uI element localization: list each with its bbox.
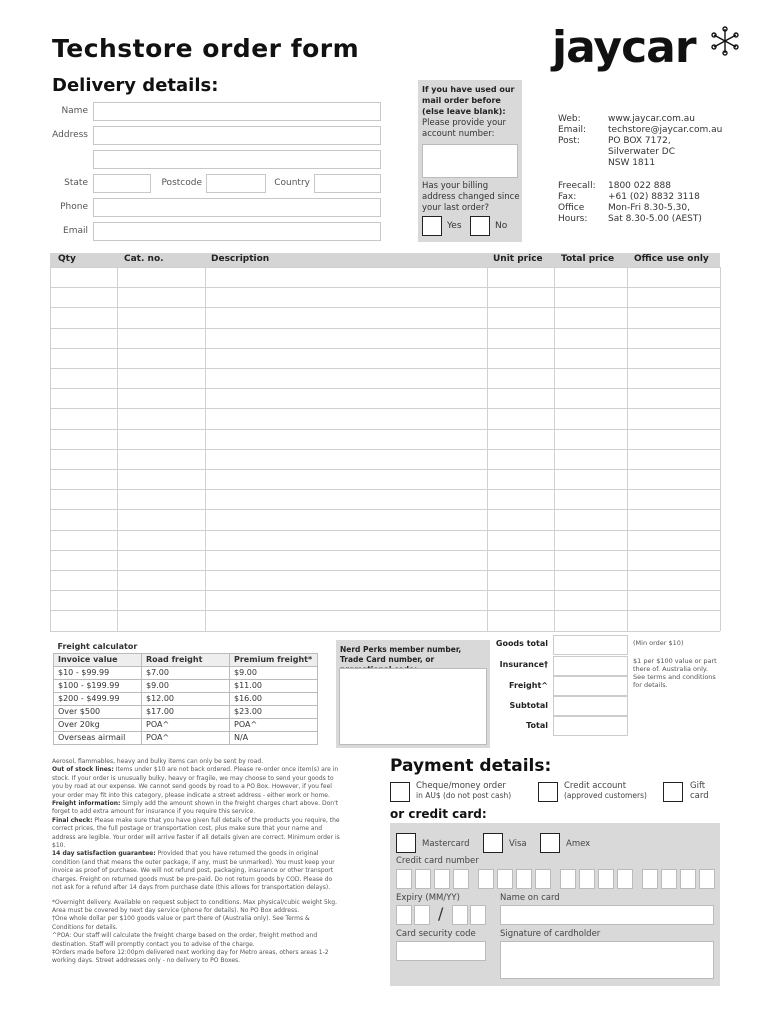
expiry-slash: / [438,904,444,923]
card-digit-box[interactable] [598,869,614,889]
account-number-prompt: Please provide your account number: [422,118,507,139]
terms-text: Please make sure that you have given full details of the products you require, the correct prices, the full postage or transportation cost, plus make sure that your name and address are legible. Your order will arrive faster if all details given are correct. Minimum order is $10. [52,816,340,850]
table-column-line [627,267,628,631]
billing-no-checkbox[interactable] [470,216,490,236]
table-row-line [50,408,720,409]
goods-total-label: Goods total [495,639,548,648]
insurance-field[interactable] [553,656,628,676]
expiry-month-1[interactable] [396,905,412,925]
table-row [54,692,318,705]
freight-cell: $9.00 [230,666,318,679]
address-label: Address [52,130,88,140]
email-label: Email [63,226,88,236]
card-digit-box[interactable] [453,869,469,889]
freight-cell: $7.00 [142,666,230,679]
card-digit-box[interactable] [396,869,412,889]
subtotal-field[interactable] [553,696,628,716]
phone-field[interactable] [93,198,381,217]
unit-price-header: Unit price [493,254,543,264]
freight-cell: POA^ [230,718,318,731]
credit-account-label-line: (approved customers) [564,791,647,800]
post-line-3: NSW 1811 [608,158,656,168]
freight-cell: $10 - $99.99 [54,666,142,679]
postcode-label: Postcode [161,178,202,188]
expiry-year-2[interactable] [470,905,486,925]
table-row-line [50,550,720,551]
card-digit-box[interactable] [497,869,513,889]
table-row-line [50,530,720,531]
card-digit-box[interactable] [434,869,450,889]
table-row-line [50,267,720,268]
payment-heading: Payment details: [390,756,552,776]
freight-cell: N/A [230,731,318,744]
freight-calculator-title: Freight calculator [57,641,138,651]
credit-account-checkbox[interactable] [538,782,558,802]
postcode-field[interactable] [206,174,266,193]
office-label: Office [558,203,585,213]
terms-guarantee [52,850,342,892]
table-row-line [50,570,720,571]
no-label: No [495,221,508,231]
logo-star-icon [710,26,740,56]
name-label: Name [61,106,88,116]
cheque-checkbox[interactable] [390,782,410,802]
table-row-line [50,328,720,329]
table-column-line [117,267,118,631]
terms-text: Simply add the amount shown in the freight charges chart above. Don't forget to add extra amount for insurance if you require this service. [52,800,339,816]
jaycar-logo: jaycar [552,22,696,73]
signature-label: Signature of cardholder [500,929,601,939]
card-digit-box[interactable] [535,869,551,889]
office-value: Mon-Fri 8.30-5.30, [608,203,690,213]
table-column-line [50,267,51,631]
goods-total-field[interactable] [553,635,628,655]
account-number-field[interactable] [422,144,518,178]
total-field[interactable] [553,716,628,736]
freight-cell: POA^ [142,731,230,744]
freight-calculator-table [53,640,318,745]
card-number-label: Credit card number [396,856,479,866]
description-header: Description [211,254,270,264]
footnote-overnight: *Overnight delivery. Available on request subject to conditions. Max physical/cubic weight 5kg. Area must be covered by next day service (phone for details). No PO Box address. [52,898,338,914]
state-field[interactable] [93,174,151,193]
terms-heading: 14 day satisfaction guarantee: [52,850,156,858]
card-digit-box[interactable] [699,869,715,889]
freight-cell: $16.00 [230,692,318,705]
expiry-label: Expiry (MM/YY) [396,893,460,903]
billing-yes-checkbox[interactable] [422,216,442,236]
promo-code-label: Nerd Perks member number, Trade Card number, or [340,645,462,664]
credit-account-label [564,781,647,801]
total-price-header: Total price [561,254,615,264]
terms-text: Provided that you have returned the goods in original condition (and that means the outer package, if any, must be unmarked). You must keep your invoice as proof of purchase. We will not refund post, packaging, insurance or other transport charges. Freight on returned goods must be pre-paid. Do not return goods by COD. Please do not ask for a refund after 14 days from purchase date (this allows for transportation delays). [52,850,335,892]
min-order-note: (Min order $10) [633,639,684,647]
table-row-line [50,368,720,369]
card-digit-box[interactable] [680,869,696,889]
table-column-line [487,267,488,631]
table-row [54,718,318,731]
table-row [54,731,318,744]
fax-label: Fax: [558,192,577,202]
insurance-note: $1 per $100 value or part there of. Australia only. See terms and conditions for details. [633,657,717,689]
table-row [54,705,318,718]
web-value: www.jaycar.com.au [608,114,695,124]
name-on-card-label: Name on card [500,893,560,903]
freight-field[interactable] [553,676,628,696]
credit-card-heading: or credit card: [390,807,487,821]
promo-code-field[interactable] [339,668,487,745]
visa-checkbox[interactable] [483,833,503,853]
cheque-label [416,781,511,801]
freecall-label: Freecall: [558,181,596,191]
billing-question: Has your billing address changed since your last order? [422,181,520,213]
table-row-line [50,307,720,308]
footnote-insurance: †One whole dollar per $100 goods value or part there of (Australia only). See Terms & Conditions for details. [52,915,310,931]
expiry-year-1[interactable] [452,905,468,925]
terms-out-of-stock [52,766,342,800]
mastercard-checkbox[interactable] [396,833,416,853]
table-row-line [50,429,720,430]
insurance-label: Insurance† [499,660,548,669]
card-digit-box[interactable] [642,869,658,889]
gift-card-checkbox[interactable] [663,782,683,802]
credit-account-label-line: Credit account [564,781,627,791]
card-digit-box[interactable] [661,869,677,889]
table-row-line [50,449,720,450]
phone-label: Phone [60,202,88,212]
page-title: Techstore order form [52,34,360,63]
terms-text: Items under $10 are not back ordered. Please re-order once item(s) are in stock. If your order is unusually bulky, heavy or fragile, we may choose to send your goods to you by road at our expense. We cannot send goods by road to a PO Box. However, if you feel your order may fit into this category, please indicate a street address - either work or home. [52,766,339,799]
expiry-month-2[interactable] [414,905,430,925]
subtotal-label: Subtotal [509,701,548,710]
freight-label: Freight^ [508,681,548,690]
total-label: Total [526,721,548,730]
terms-heading: Final check: [52,816,93,824]
delivery-heading: Delivery details: [52,75,219,96]
freight-cell: Overseas airmail [54,731,142,744]
post-line-1: PO BOX 7172, [608,136,671,146]
country-label: Country [274,178,310,188]
hours-label: Hours: [558,214,588,224]
address-field-1[interactable] [93,126,381,145]
email-contact-value: techstore@jaycar.com.au [608,125,723,135]
table-column-line [205,267,206,631]
terms-and-conditions [52,758,342,966]
amex-checkbox[interactable] [540,833,560,853]
card-digit-box[interactable] [617,869,633,889]
gift-card-label [690,781,709,801]
gift-card-label-line: Gift [690,781,706,791]
qty-header: Qty [58,254,76,264]
freight-cell: POA^ [142,718,230,731]
card-digit-box[interactable] [579,869,595,889]
table-row-line [50,631,720,632]
card-digit-box[interactable] [560,869,576,889]
table-row-line [50,489,720,490]
mail-order-heading: If you have used our mail order before (else leave blank): [422,85,515,116]
terms-final-check [52,817,342,851]
table-row [54,666,318,679]
security-code-field[interactable] [396,941,486,961]
footnote-poa: ^POA: Our staff will calculate the freight charge based on the order, freight method and destination. Staff will promptly contact you to advise of the charge. [52,932,318,948]
amex-label: Amex [566,839,591,849]
table-column-line [554,267,555,631]
address-field-2[interactable] [93,150,381,169]
freight-cell: Over $500 [54,705,142,718]
table-row-line [50,287,720,288]
name-on-card-field[interactable] [500,905,714,925]
terms-heading: Freight information: [52,800,121,808]
post-line-2: Silverwater DC [608,147,675,157]
fax-value: +61 (02) 8832 3118 [608,192,700,202]
freight-cell: $17.00 [142,705,230,718]
freight-cell: $9.00 [142,679,230,692]
country-field[interactable] [314,174,381,193]
table-row [54,679,318,692]
cat-no-header: Cat. no. [124,254,164,264]
freight-cell: $23.00 [230,705,318,718]
yes-label: Yes [447,221,462,231]
freight-cell: $11.00 [230,679,318,692]
freight-cell: $200 - $499.99 [54,692,142,705]
table-row-line [50,388,720,389]
card-digit-box[interactable] [478,869,494,889]
terms-heading: Out of stock lines: [52,766,114,774]
post-label: Post: [558,136,580,146]
table-row-line [50,469,720,470]
table-row-line [50,590,720,591]
name-field[interactable] [93,102,381,121]
gift-card-label-line: card [690,791,709,801]
table-row-line [50,509,720,510]
terms-freight-info [52,800,342,817]
freight-header-invoice: Invoice value [54,653,142,666]
table-row-line [50,610,720,611]
hours-value: Sat 8.30-5.00 (AEST) [608,214,702,224]
freecall-value: 1800 022 888 [608,181,671,191]
freight-header-premium: Premium freight* [230,653,318,666]
card-digit-box[interactable] [415,869,431,889]
freight-header-road: Road freight [142,653,230,666]
freight-cell: Over 20kg [54,718,142,731]
table-column-line [720,267,721,631]
visa-label: Visa [509,839,527,849]
cheque-label-line: Cheque/money order [416,781,506,791]
mastercard-label: Mastercard [422,839,470,849]
security-code-label: Card security code [396,929,476,939]
freight-cell: $12.00 [142,692,230,705]
freight-cell: $100 - $199.99 [54,679,142,692]
email-contact-label: Email: [558,125,587,135]
signature-field[interactable] [500,941,714,979]
office-use-header: Office use only [634,254,709,264]
email-field[interactable] [93,222,381,241]
table-row-line [50,348,720,349]
card-digit-box[interactable] [516,869,532,889]
terms-aerosol: Aerosol, flammables, heavy and bulky items can only be sent by road. [52,758,264,765]
footnote-orders: ‡Orders made before 12:00pm delivered next working day for Metro areas, others areas 1-2 working days. Street addresses only - no delivery to PO Boxes. [52,948,329,965]
state-label: State [64,178,88,188]
cheque-label-line: in AU$ (do not post cash) [416,791,512,800]
web-label: Web: [558,114,581,124]
